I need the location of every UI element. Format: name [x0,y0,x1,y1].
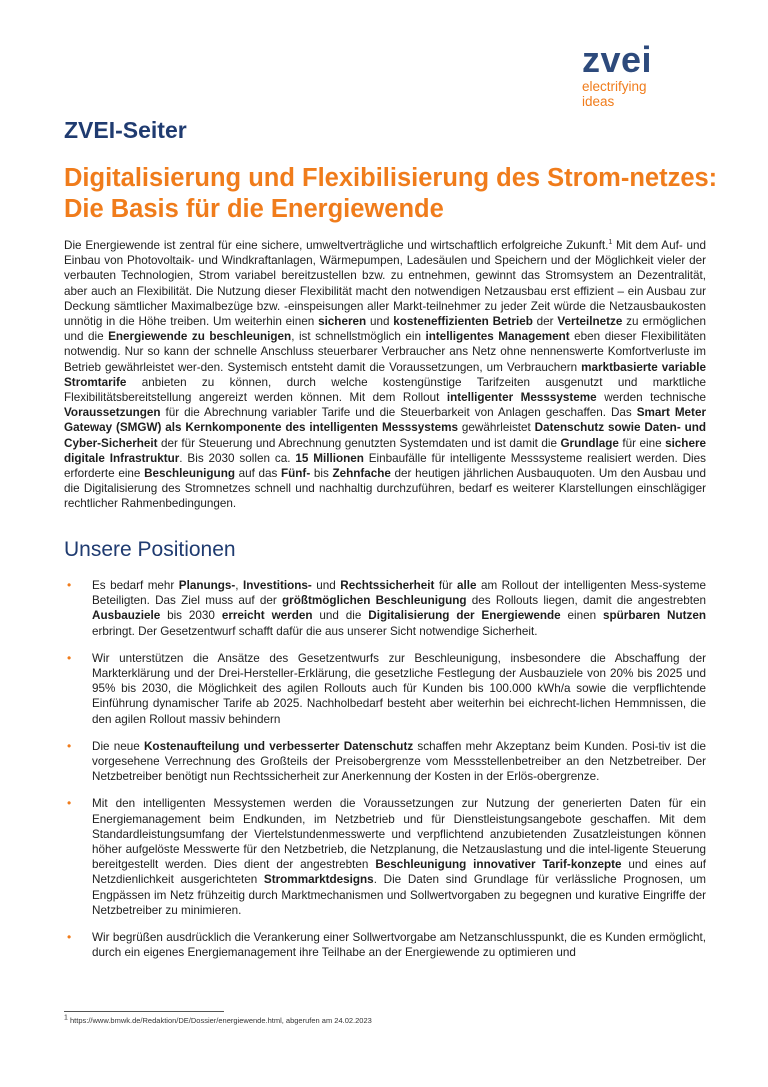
document-kicker: ZVEI-Seiter [64,117,187,143]
zvei-logo [582,39,722,109]
position-item-3: • Die neue Kostenaufteilung und verbesserter Datenschutz schaffen mehr Akzeptanz beim Kunden. Posi-tiv ist die vorgesehene Verrechnung des Großteils der Preisobergrenze vom Messstellenbetreiber an den Netzbetreiber. Der Netzbetreiber benötigt nun Rechtssicherheit zur Anerkennung der Kosten in der Erlös-obergrenze. [67,738,706,784]
footnote-link[interactable]: https://www.bmwk.de/Redaktion/DE/Dossier/energiewende.html, abgerufen am 24.02.2023 [67,1016,372,1025]
positions-heading: Unsere Positionen [64,538,236,561]
position-item-5: • Wir begrüßen ausdrücklich die Verankerung einer Sollwertvorgabe am Netzanschlusspunkt, die es Kunden ermöglicht, durch ein eigenes Energiemanagement ihre Teilhabe an der Energiewende zu optimieren und [67,930,706,960]
logo-tagline-line-2: ideas [582,94,615,109]
bullet-icon: • [67,578,72,592]
bullet-icon: • [67,650,72,665]
positions-list [64,578,706,972]
position-item-4: • Mit den intelligenten Messystemen werden die Voraussetzungen zur Nutzung der generierten Daten für ein Energiemanagement beim Endkunden, im Netzbetrieb und für Dienstleistungsangebote geschaffen. Mit dem Standardleistungsumfang der Viertelstundenmesswerte und verpflichtend anzubietenden Zusatzleistungen können höher aufgelöste Messwerte für den Netzbetrieb, die Netzplanung, die Netzauslastung und die intel-ligente Steuerung bereitgestellt werden. Dies dient der angestrebten Beschleunigung innovativer Tarif-konzepte und eines auf Netzdienlichkeit ausgerichteten Strommarktdesigns. Die Daten sind Grundlage für verlässliche Prognosen, um Engpässen im Netz frühzeitig durch Marktmechanismen und Sollwertvorgaben zu begegnen und kurative Eingriffe der Netzbetreiber zu minimieren. [67,796,706,917]
bullet-icon: • [67,738,72,753]
logo-wordmark: zvei [582,39,653,80]
position-item-1: • Es bedarf mehr Planungs-, Investitions- und Rechtssicherheit für alle am Rollout der intelligenten Mess-systeme Beteiligten. Das Ziel muss auf der größtmöglichen Beschleunigung des Rollouts liegen, damit die angestrebten Ausbauziele bis 2030 erreicht werden und die Digitalisierung der Energiewende einen spürbaren Nutzen erbringt. Der Gesetzentwurf schafft dafür die aus unserer Sicht notwendige Sicherheit. [67,578,707,638]
footnote-mark: 1 [64,1014,68,1022]
footnote-divider [64,1011,224,1012]
document-title: Digitalisierung und Flexibilisierung des Strom-netzes: Die Basis für die Energiewende [64,164,718,223]
intro-paragraph: Die Energiewende ist zentral für eine sichere, umweltverträgliche und wirtschaftlich erfolgreiche Zukunft.$^1$ Mit dem Auf- und Einbau von Photovoltaik- und Windkraftanlagen, Wärmepumpen, Ladesäulen und Speichern und der Möglichkeit vieler der verbauten Technologien, Strom variabel bereitzustellen bzw. zu entnehmen, gewinnt das Stromsystem an Dezentralität, aber auch an Flexibilität. Die Nutzung dieser Flexibilität macht den notwendigen Netzausbau erst effizient – ein Ausbau zur Deckung sämtlicher Maximalbezüge bzw. -einspeisungen aller Markt-teilnehmer zu jeder Zeit würde die Netzausbaukosten unnötig in die Höhe treiben. Um weiterhin einen sicheren und kosteneffizienten Betrieb der Verteilnetze zu ermöglichen und die Energiewende zu beschleunigen, ist schnellstmöglich ein intelligentes Management eben dieser Flexibilitäten notwendig. Nur so kann der schnelle Anschluss steuerbarer Verbraucher ans Netz ohne nennenswerte Komfortverluste im Betrieb gewährleistet wer-den. Systemisch entsteht damit die Voraussetzungen, um Verbrauchern marktbasierte variable Stromtarife anbieten zu können, durch welche kostengünstige Tarifzeiten ausgenutzt und marktliche Flexibilitätsbereitstellung angereizt werden können. Mit dem Rollout intelligenter Messsysteme werden technische Voraussetzungen für die Abrechnung variabler Tarife und die Steuerbarkeit von Anlagen geschaffen. Das Smart Meter Gateway (SMGW) als Kernkomponente des intelligenten Messsystems gewährleistet Datenschutz sowie Daten- und Cyber-Sicherheit der für Steuerung und Abrechnung genutzten Systemdaten und ist damit die Grundlage für eine sichere digitale Infrastruktur. Bis 2030 sollen ca. 15 Millionen Einbaufälle für intelligente Messsysteme realisiert werden. Dies erforderte eine Beschleunigung auf das Fünf- bis Zehnfache der heutigen jährlichen Ausbauquoten. Um den Ausbau und die Digitalisierung des Stromnetzes schnell und nachhaltig durchzuführen, bedarf es weiterer Klarstellungen einschlägiger rechtlicher Rahmenbedingungen. [64,239,706,511]
logo-tagline-line-1: electrifying [582,79,647,94]
footnote [64,1016,372,1025]
footnote-reference[interactable]: 1 [608,239,613,247]
bullet-icon: • [67,930,72,945]
position-item-2: • Wir unterstützen die Ansätze des Gesetzentwurfs zur Beschleunigung, insbesondere die Abschaffung der Markterklärung und der Drei-Hersteller-Erklärung, die gesetzliche Festlegung der Ausbauziele von 20% bis 2025 und 95% bis 2030, die Möglichkeit des agilen Rollouts auch für Kunden bis 100.000 kWh/a sowie die verpflichtende Einführung dynamischer Tarife ab 2025. Nachholbedarf besteht aber weiterhin bei eichrecht-lichen Hemmnissen, die den agilen Rollout massiv behindern [67,650,706,726]
bullet-icon: • [67,796,72,811]
